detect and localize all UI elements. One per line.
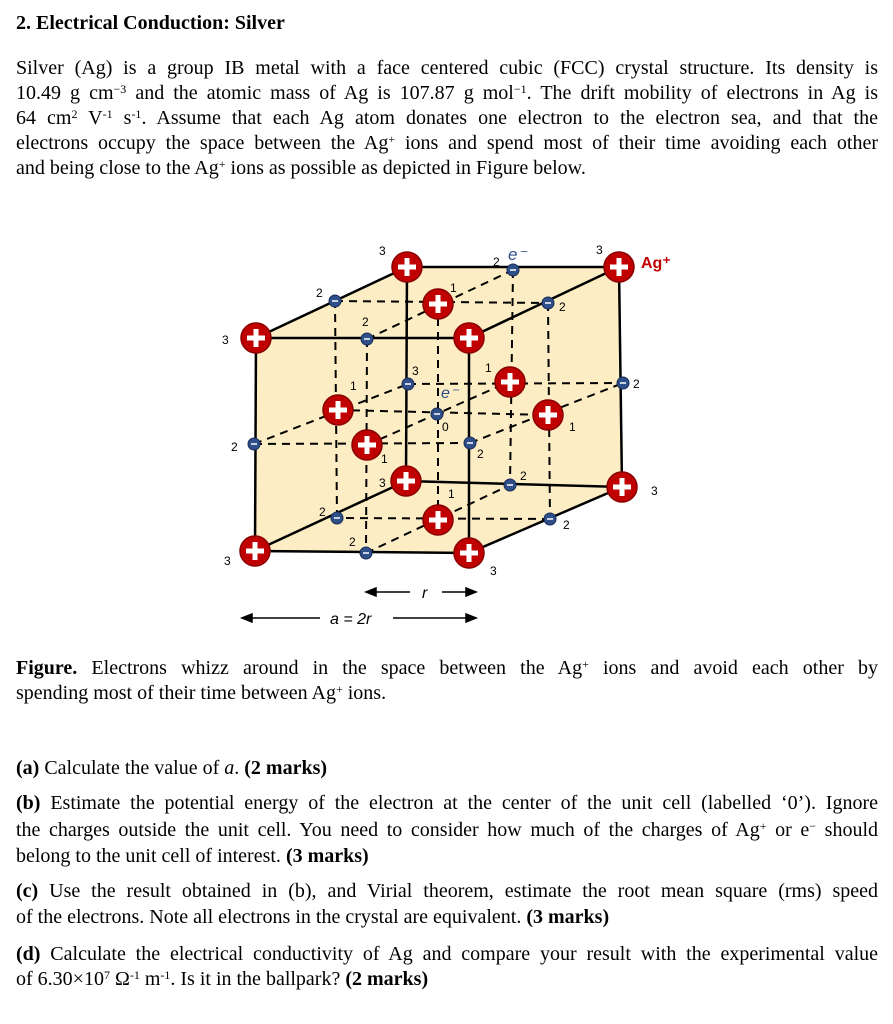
ag-ion-icon xyxy=(423,505,453,535)
bold-text: (a) xyxy=(16,757,40,779)
text-line xyxy=(16,905,878,929)
coordination-number: 3 xyxy=(490,564,497,578)
text-segment: ions and avoid each other by xyxy=(588,657,878,679)
coordination-number: 1 xyxy=(448,487,455,501)
ag-ion-icon xyxy=(241,323,271,353)
section-title: 2. Electrical Conduction: Silver xyxy=(16,12,285,34)
arrowhead-icon xyxy=(242,614,252,622)
coordination-number: 2 xyxy=(316,286,323,300)
coordination-number: 2 xyxy=(559,300,566,314)
ag-ion-icon xyxy=(607,472,637,502)
superscript: −3 xyxy=(113,82,127,96)
coordination-number: 2 xyxy=(493,255,500,269)
bold-text: (2 marks) xyxy=(244,757,328,779)
text-segment: spending most of their time between Ag xyxy=(16,682,336,704)
ag-ion-icon xyxy=(391,466,421,496)
ag-ion-icon xyxy=(323,395,353,425)
ag-ion-label: Ag⁺ xyxy=(641,255,671,272)
superscript: − xyxy=(809,819,817,833)
superscript: -1 xyxy=(131,107,142,121)
text-segment: Electrons whizz around in the space between the Ag xyxy=(77,657,583,679)
bold-text: (3 marks) xyxy=(526,906,610,928)
ag-ion-icon xyxy=(533,400,563,430)
coordination-number: 1 xyxy=(381,452,388,466)
coordination-number: 0 xyxy=(442,420,449,434)
text-segment: Use the result obtained in (b), and Virial theorem, estimate the root mean square (rms) speed xyxy=(38,880,878,902)
arrowhead-icon xyxy=(466,614,476,622)
coordination-number: 1 xyxy=(350,379,357,393)
text-segment: should xyxy=(816,819,879,841)
coordination-number: 3 xyxy=(379,244,386,258)
electron-icon xyxy=(329,295,341,307)
electron-icon xyxy=(542,297,554,309)
electron-icon xyxy=(544,513,556,525)
text-line xyxy=(16,681,878,705)
text-line xyxy=(16,818,878,842)
superscript: + xyxy=(759,819,767,833)
ag-ion-icon xyxy=(352,430,382,460)
ag-ion-icon xyxy=(495,367,525,397)
coordination-number: 3 xyxy=(596,243,603,257)
text-segment: belong to the unit cell of interest. xyxy=(16,845,286,867)
text-segment: Calculate the electrical conductivity of Ag and compare your result with the experimental value xyxy=(40,943,878,965)
text-segment: ions as possible as depicted in Figure below. xyxy=(225,157,586,179)
text-segment: . The drift mobility of electrons in Ag is xyxy=(526,82,878,104)
coordination-number: 3 xyxy=(651,484,658,498)
text-segment: Calculate the value of xyxy=(39,757,225,779)
coordination-number: 3 xyxy=(412,364,419,378)
coordination-number: 3 xyxy=(222,333,229,347)
coordination-number: 1 xyxy=(450,281,457,295)
coordination-number: 2 xyxy=(362,315,369,329)
bold-text: (3 marks) xyxy=(285,845,369,867)
coordination-number: 1 xyxy=(569,420,576,434)
text-segment: 10.49 g cm xyxy=(16,82,114,104)
superscript: + xyxy=(582,657,589,671)
arrowhead-icon xyxy=(366,588,376,596)
coordination-number: 2 xyxy=(231,440,238,454)
electron-icon xyxy=(507,264,519,276)
text-segment: 64 cm xyxy=(16,107,72,129)
ag-ion-icon xyxy=(454,538,484,568)
text-segment: . xyxy=(234,757,245,779)
superscript: 2 xyxy=(71,107,78,121)
text-segment: or e xyxy=(766,819,810,841)
text-line xyxy=(16,942,878,966)
text-line xyxy=(16,756,878,780)
text-segment: . Is it in the ballpark? xyxy=(170,968,346,990)
arrowhead-icon xyxy=(466,588,476,596)
coordination-number: 3 xyxy=(224,554,231,568)
text-segment: V xyxy=(77,107,103,129)
electron-icon xyxy=(617,377,629,389)
ag-ion-icon xyxy=(604,252,634,282)
superscript: + xyxy=(335,682,343,696)
text-segment: and the atomic mass of Ag is 107.87 g mol xyxy=(126,82,514,104)
text-segment: Ω xyxy=(109,968,130,990)
text-line xyxy=(16,791,878,815)
electron-icon xyxy=(504,479,516,491)
bold-text: (d) xyxy=(16,943,41,965)
text-segment: and being close to the Ag xyxy=(16,157,219,179)
electron-icon xyxy=(248,438,260,450)
electron-icon xyxy=(361,333,373,345)
coordination-number: 2 xyxy=(633,377,640,391)
ag-ion-icon xyxy=(423,289,453,319)
text-segment: ions. xyxy=(342,682,387,704)
text-segment: electrons occupy the space between the Ag xyxy=(16,132,389,154)
coordination-number: 2 xyxy=(563,518,570,532)
text-segment: m xyxy=(139,968,161,990)
text-line xyxy=(16,656,878,680)
text-segment: the charges outside the unit cell. You need to consider how much of the charges of Ag xyxy=(16,819,760,841)
a-label: a = 2r xyxy=(330,611,372,628)
bold-text: (c) xyxy=(16,880,39,902)
text-segment: of 6.30×10 xyxy=(16,968,104,990)
bold-text: (2 marks) xyxy=(345,968,429,990)
text-segment: . Assume that each Ag atom donates one electron to the electron sea, and that the xyxy=(141,107,878,129)
r-label: r xyxy=(422,585,428,602)
electron-label: e⁻ xyxy=(508,245,527,264)
text-segment: Estimate the potential energy of the electron at the center of the unit cell (labelled ‘0’). Ignore xyxy=(40,792,878,814)
text-segment: ions and spend most of their time avoiding each other xyxy=(395,132,878,154)
electron-icon xyxy=(331,512,343,524)
text-segment: s xyxy=(112,107,132,129)
text-line xyxy=(16,879,878,903)
electron-icon xyxy=(464,437,476,449)
electron-icon xyxy=(360,547,372,559)
bold-text: (b) xyxy=(16,792,41,814)
ag-ion-icon xyxy=(454,323,484,353)
coordination-number: 2 xyxy=(349,535,356,549)
bold-text: Figure. xyxy=(16,657,78,679)
superscript: -1 xyxy=(102,107,113,121)
superscript: -1 xyxy=(129,968,140,982)
italic-text: a xyxy=(224,757,235,779)
superscript: + xyxy=(218,157,226,171)
ag-ion-icon xyxy=(392,252,422,282)
coordination-number: 2 xyxy=(319,505,326,519)
superscript: -1 xyxy=(160,968,171,982)
text-line xyxy=(16,844,878,868)
text-segment: Silver (Ag) is a group IB metal with a face centered cubic (FCC) crystal structure. Its density is xyxy=(16,57,878,79)
coordination-number: 3 xyxy=(379,476,386,490)
superscript: 7 xyxy=(103,968,110,982)
coordination-number: 2 xyxy=(520,469,527,483)
text-line xyxy=(16,967,878,991)
electron-label-center: e⁻ xyxy=(441,385,459,402)
coordination-number: 2 xyxy=(477,447,484,461)
superscript: −1 xyxy=(513,82,527,96)
electron-icon xyxy=(431,408,443,420)
coordination-number: 1 xyxy=(485,361,492,375)
ag-ion-icon xyxy=(240,536,270,566)
electron-icon xyxy=(402,378,414,390)
text-segment: of the electrons. Note all electrons in the crystal are equivalent. xyxy=(16,906,527,928)
superscript: + xyxy=(388,132,396,146)
